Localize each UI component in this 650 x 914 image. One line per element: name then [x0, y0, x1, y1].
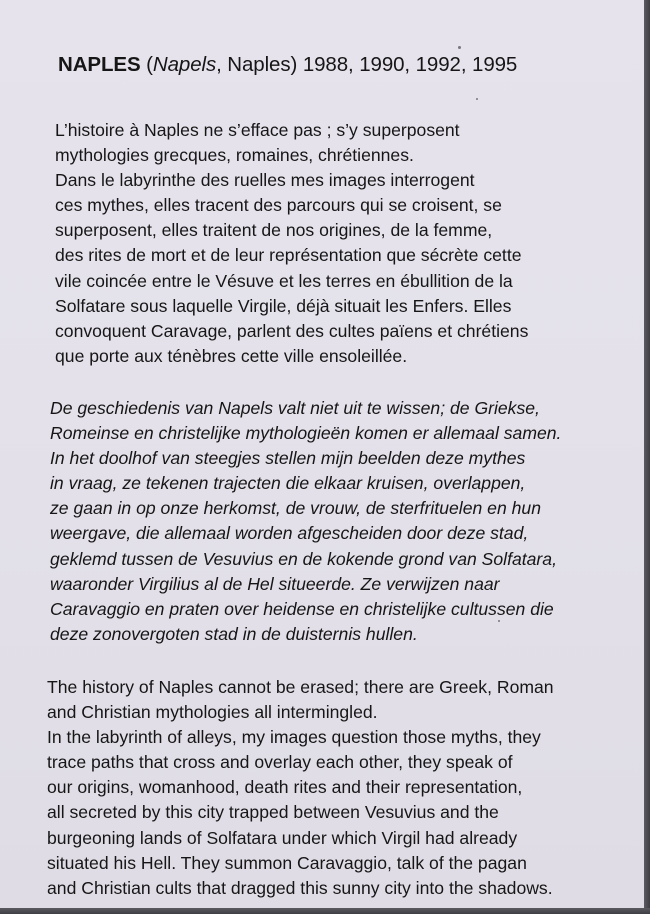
dust-speck: [498, 620, 500, 622]
dutch-line: weergave, die allemaal worden afgescheiden door deze stad,: [50, 523, 529, 544]
english-line: our origins, womanhood, death rites and their representation,: [47, 777, 523, 798]
dutch-line: Romeinse en christelijke mythologieën komen er allemaal samen.: [50, 423, 562, 444]
english-line: In the labyrinth of alleys, my images question those myths, they: [47, 727, 541, 748]
card-title: [58, 52, 517, 78]
dutch-line: Caravaggio en praten over heidense en christelijke cultussen die: [50, 598, 554, 619]
dutch-line: deze zonovergoten stad in de duisternis hullen.: [50, 623, 418, 644]
dutch-line: waaronder Virgilius al de Hel situeerde. Ze verwijzen naar: [50, 573, 500, 594]
french-paragraph: [55, 118, 528, 369]
english-line: and Christian cults that dragged this sunny city into the shadows.: [47, 877, 553, 898]
french-line: Solfatare sous laquelle Virgile, déjà situait les Enfers. Elles: [55, 295, 512, 316]
dutch-line: In het doolhof van steegjes stellen mijn beelden deze mythes: [50, 448, 526, 469]
english-line: The history of Naples cannot be erased; there are Greek, Roman: [47, 677, 554, 697]
title-city: NAPLES: [58, 53, 141, 76]
french-line: des rites de mort et de leur représentation que sécrète cette: [55, 245, 522, 266]
dutch-line: De geschiedenis van Napels valt niet uit te wissen; de Griekse,: [50, 398, 540, 418]
dutch-paragraph: [50, 396, 561, 647]
card-edge-bottom: [0, 908, 650, 914]
title-dutch-name: Napels: [152, 53, 217, 76]
dust-speck: [458, 46, 461, 49]
french-line: vile coincée entre le Vésuve et les terres en ébullition de la: [55, 270, 513, 291]
english-paragraph: [47, 675, 554, 901]
title-paren-open: (: [140, 53, 153, 76]
english-line: and Christian mythologies all intermingled.: [47, 702, 378, 723]
dust-speck: [476, 98, 478, 100]
french-line: mythologies grecques, romaines, chrétiennes.: [55, 145, 414, 166]
english-line: trace paths that cross and overlay each other, they speak of: [47, 752, 513, 773]
french-line: ces mythes, elles tracent des parcours qui se croisent, se: [55, 195, 502, 216]
english-line: all secreted by this city trapped between Vesuvius and the: [47, 802, 499, 823]
card-edge-right: [644, 0, 650, 914]
french-line: Dans le labyrinthe des ruelles mes images interrogent: [55, 170, 475, 191]
french-line: superposent, elles traitent de nos origines, de la femme,: [55, 220, 493, 241]
dutch-line: geklemd tussen de Vesuvius en de kokende grond van Solfatara,: [50, 548, 557, 569]
french-line: convoquent Caravage, parlent des cultes païens et chrétiens: [55, 320, 529, 341]
dutch-line: ze gaan in op onze herkomst, de vrouw, de sterfrituelen en hun: [50, 498, 541, 519]
english-line: situated his Hell. They summon Caravaggio, talk of the pagan: [47, 852, 527, 873]
english-line: burgeoning lands of Solfatara under which Virgil had already: [47, 827, 518, 848]
french-line: L’histoire à Naples ne s’efface pas ; s’y superposent: [55, 120, 460, 140]
title-years: , Naples) 1988, 1990, 1992, 1995: [216, 53, 518, 76]
dutch-line: in vraag, ze tekenen trajecten die elkaar kruisen, overlappen,: [50, 473, 526, 494]
french-line: que porte aux ténèbres cette ville ensoleillée.: [55, 345, 408, 366]
